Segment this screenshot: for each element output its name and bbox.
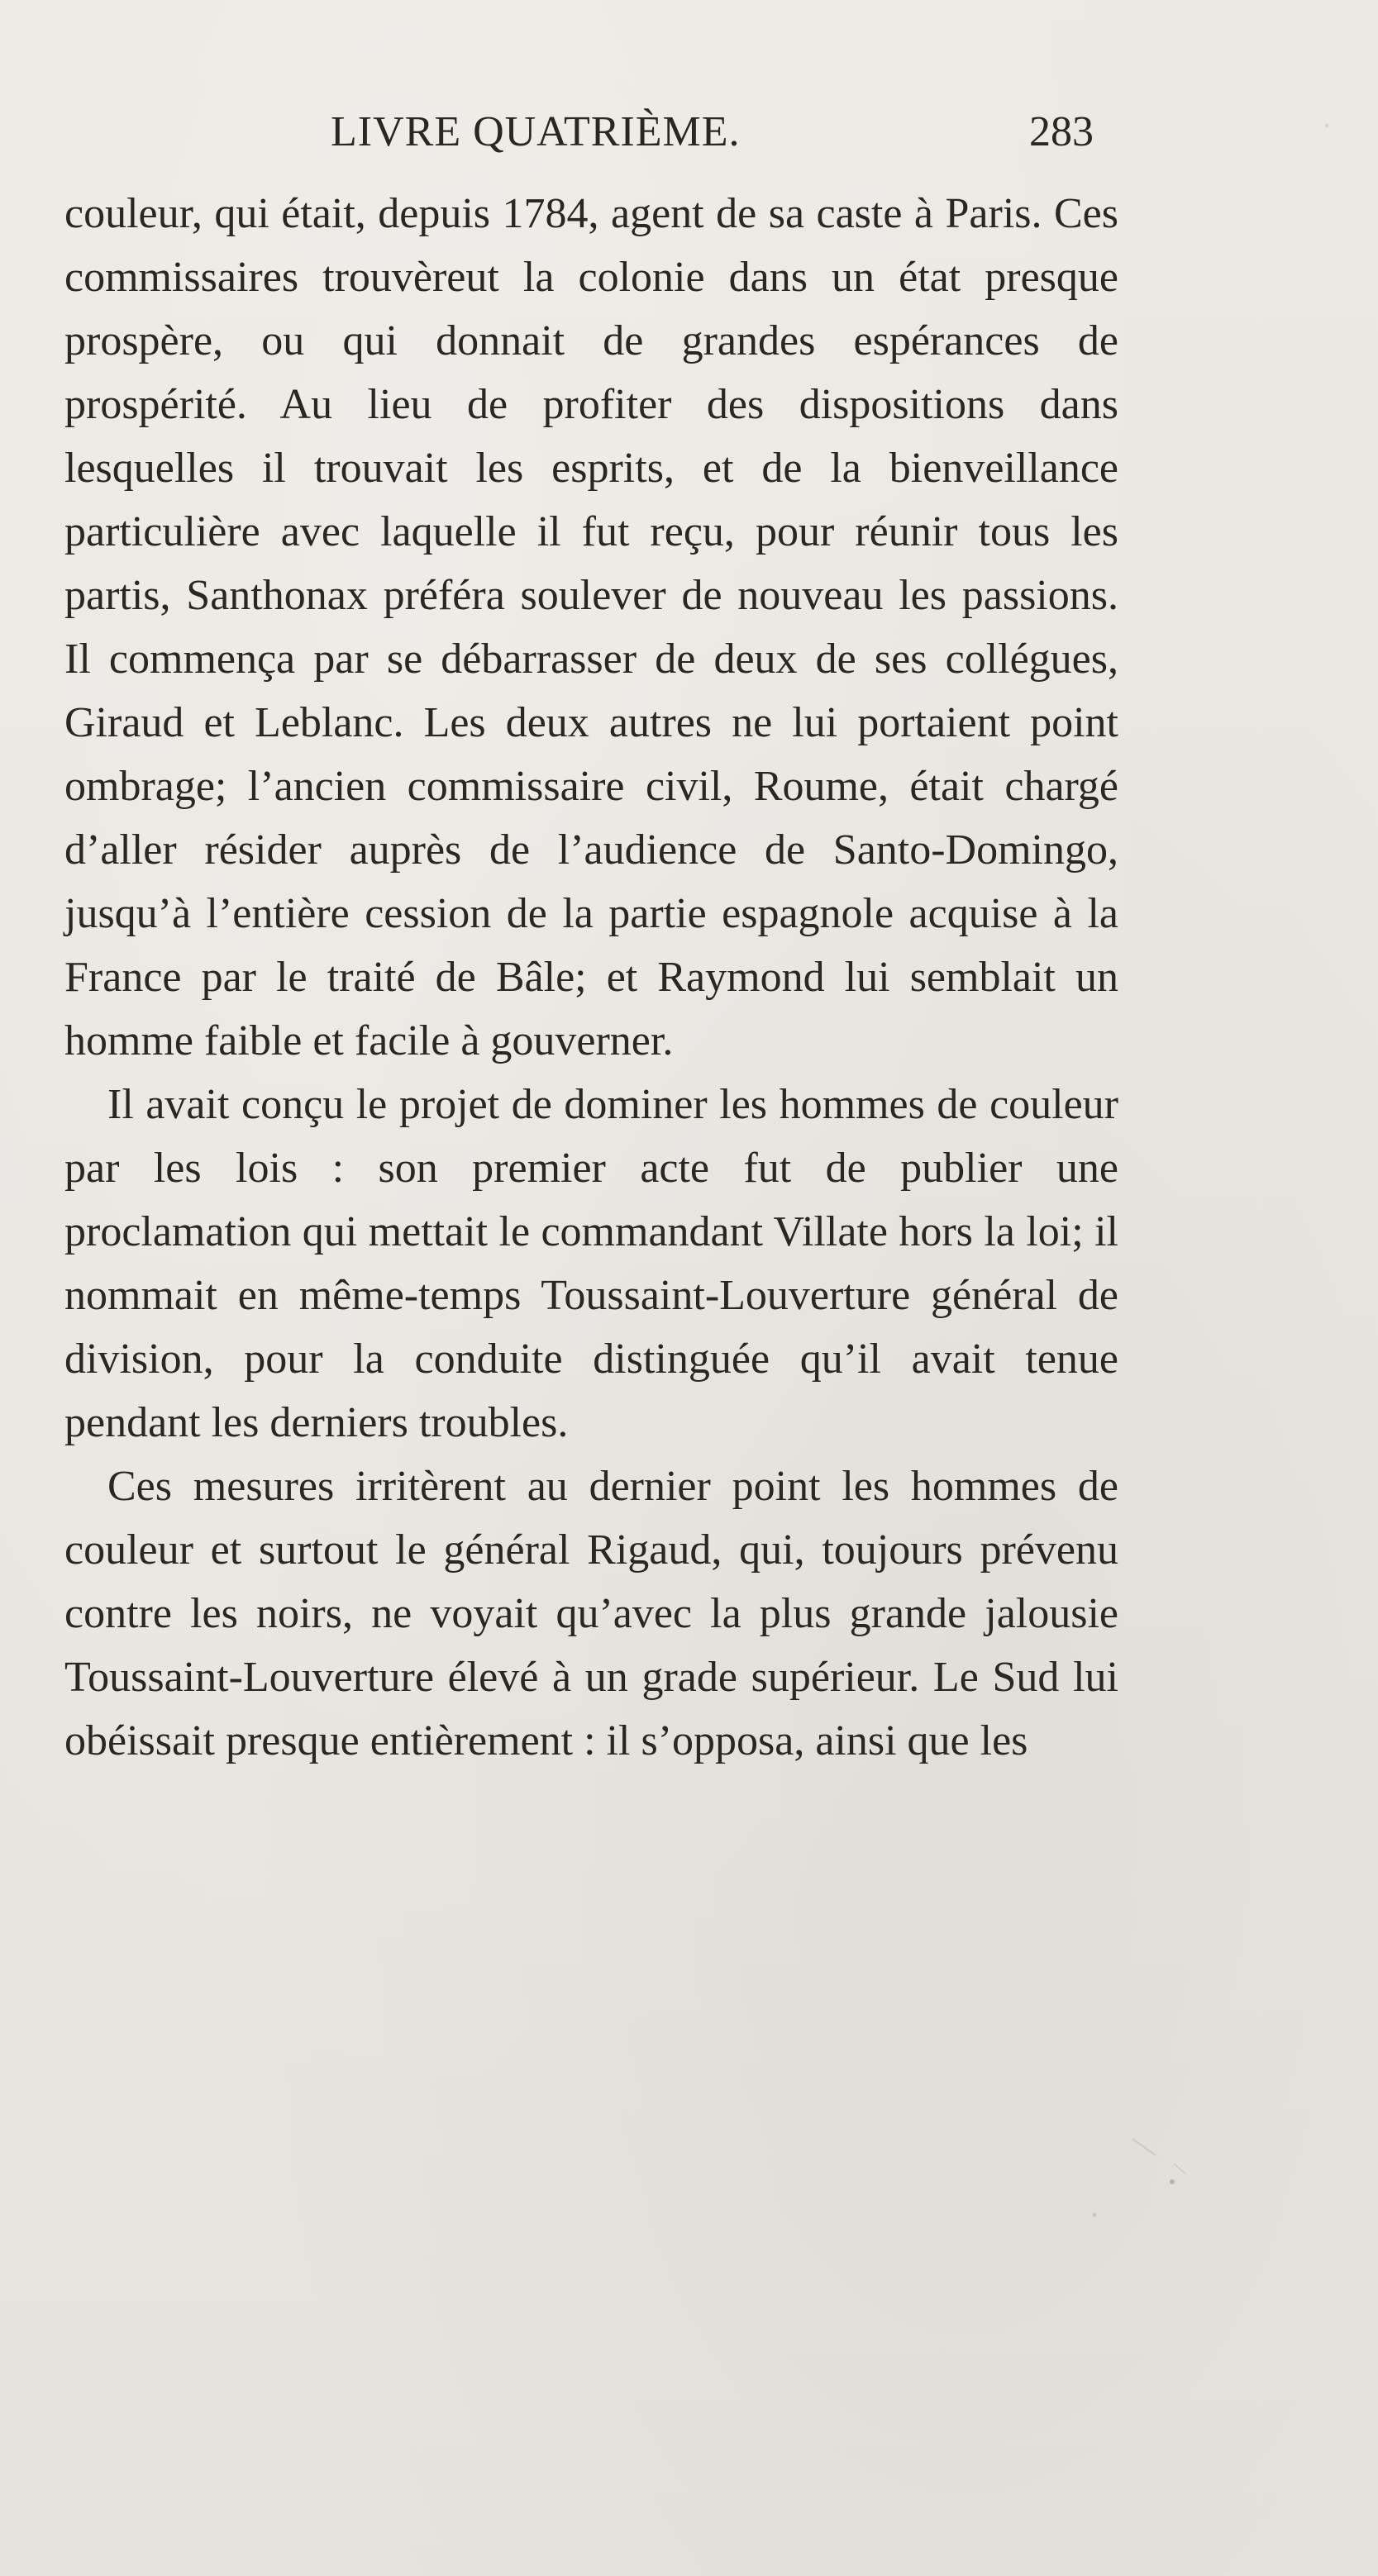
running-head	[0, 99, 1378, 165]
text-block	[64, 182, 1118, 1773]
paragraph-1: couleur, qui était, depuis 1784, agent de sa caste à Paris. Ces commissaires trouvèreut la colonie dans un état presque prospère, ou qui donnait de grandes espérances de prospérité. Au lieu de profiter des dispositions dans lesquelles il trouvait les esprits, et de la bienveillance particulière avec laquelle il fut reçu, pour réunir tous les partis, Santhonax préféra soulever de nouveau les passions. Il commença par se débarrasser de deux de ses collégues, Giraud et Leblanc. Les deux autres ne lui portaient point ombrage; l’ancien commissaire civil, Roume, était chargé d’aller résider auprès de l’audience de Santo-Domingo, jusqu’à l’entière cession de la partie espagnole acquise à la France par le traité de Bâle; et Raymond lui semblait un homme faible et facile à gouverner.	[64, 190, 1118, 1064]
paragraph-3: Ces mesures irritèrent au dernier point les hommes de couleur et surtout le général Rigaud, qui, toujours prévenu contre les noirs, ne voyait qu’avec la plus grande jalousie Toussaint-Louverture élevé à un grade supérieur. Le Sud lui obéissait presque entièrement : il s’opposa, ainsi que les	[64, 1463, 1118, 1764]
page-number: 283	[1029, 108, 1094, 155]
paragraph-2: Il avait conçu le projet de dominer les hommes de couleur par les lois : son premier acte fut de publier une proclamation qui mettait le commandant Villate hors la loi; il nommait en même-temps Toussaint-Louverture général de division, pour la conduite distinguée qu’il avait tenue pendant les derniers troubles.	[64, 1081, 1118, 1446]
running-title: LIVRE QUATRIÈME.	[331, 108, 741, 155]
